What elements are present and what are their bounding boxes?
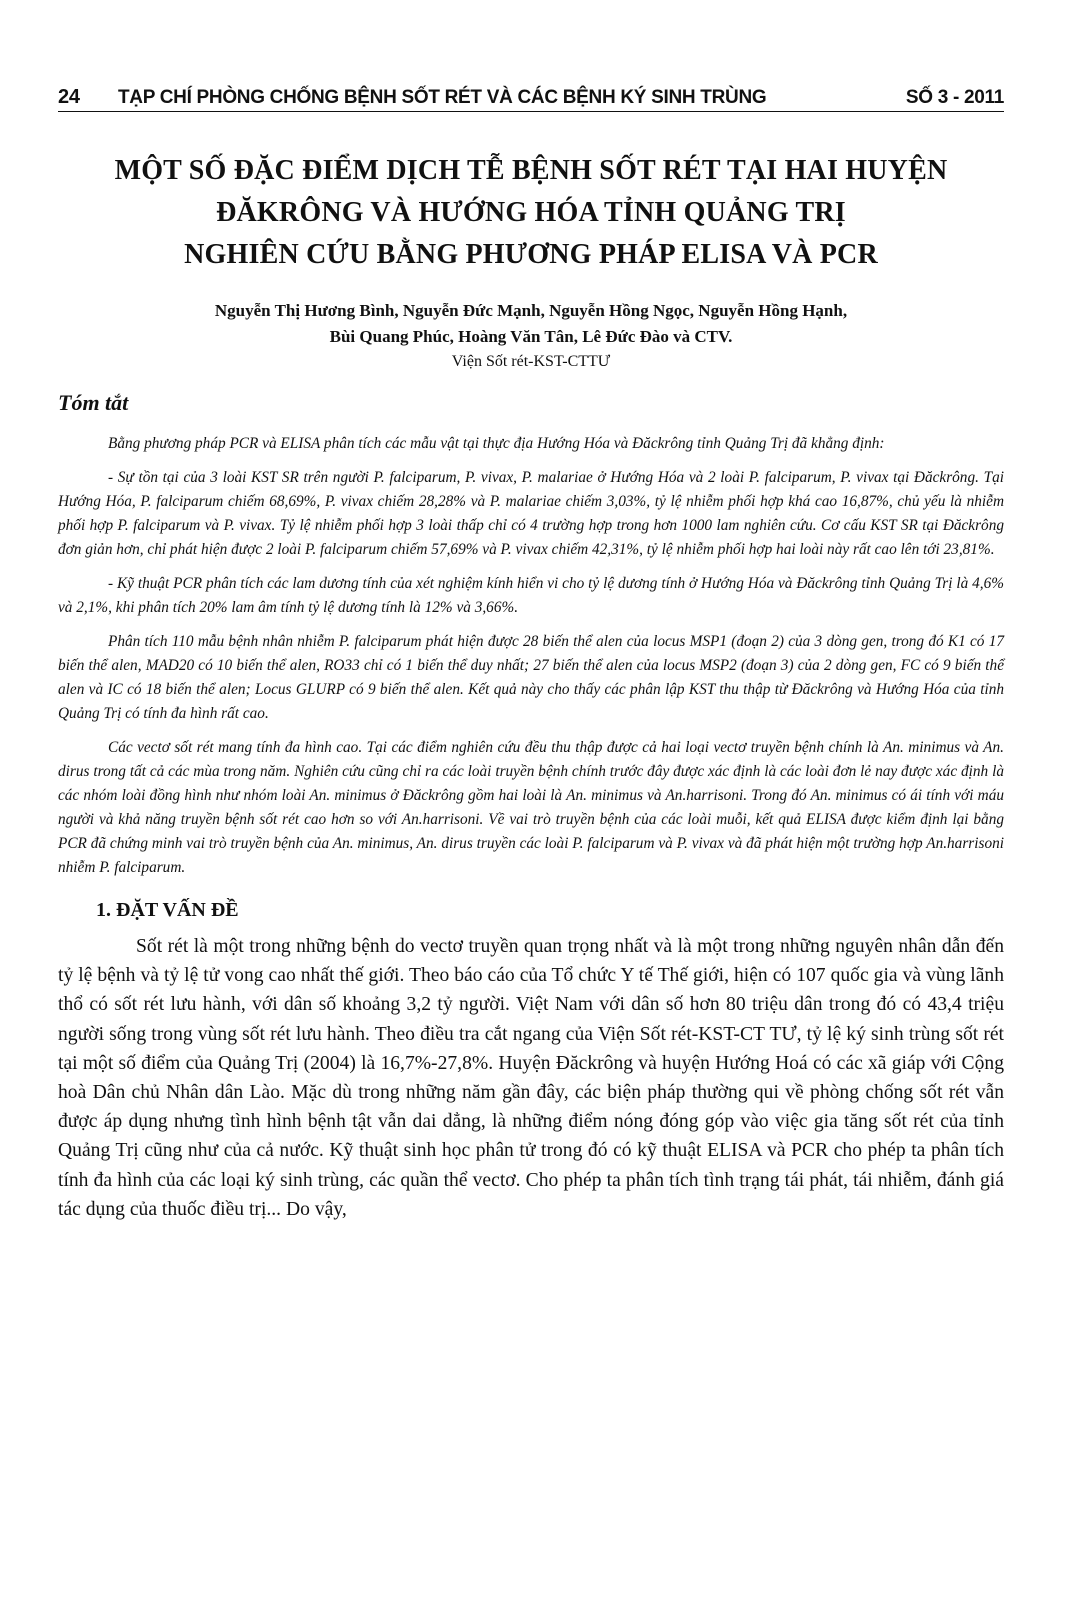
abstract-paragraph: Phân tích 110 mẫu bệnh nhân nhiễm P. falciparum phát hiện được 28 biến thể alen của locus MSP1 (đoạn 2) của 3 dòng gen, trong đó K1 có 17 biến thể alen, MAD20 có 10 biến thể alen, RO33 chỉ có 1 biến thể duy nhất; 27 biến thể alen của locus MSP2 (đoạn 3) của 2 dòng gen, FC có 9 biến thể alen và IC có 18 biến thể alen; Locus GLURP có 9 biến thể alen. Kết quả này cho thấy các phân lập KST thu thập từ Đăckrông và Hướng Hóa của tỉnh Quảng Trị có tính đa hình rất cao. [58, 633, 1004, 722]
page-number: 24 [58, 86, 80, 108]
article-title [58, 150, 1004, 276]
body-paragraph: Sốt rét là một trong những bệnh do vectơ truyền quan trọng nhất và là một trong những nguyên nhân dẫn đến tỷ lệ bệnh và tỷ lệ tử vong cao nhất thế giới. Theo báo cáo của Tổ chức Y tế Thế giới, hiện có 107 quốc gia và vùng lãnh thổ có sốt rét lưu hành, với dân số khoảng 3,2 tỷ người. Việt Nam với dân số hơn 80 triệu dân trong đó có 43,4 triệu người sống trong vùng sốt rét lưu hành. Theo điều tra cắt ngang của Viện Sốt rét-KST-CT TƯ, tỷ lệ ký sinh trùng sốt rét tại một số điểm của Quảng Trị (2004) là 16,7%-27,8%. Huyện Đăckrông và huyện Hướng Hoá có các xã giáp với Cộng hoà Dân chủ Nhân dân Lào. Mặc dù trong những năm gần đây, các biện pháp thường qui về phòng chống sốt rét vẫn được áp dụng nhưng tình hình bệnh tật vẫn dai dẳng, là những điểm nóng đóng góp vào việc gia tăng sốt rét của tỉnh Quảng Trị cũng như của cả nước. Kỹ thuật sinh học phân tử trong đó có kỹ thuật ELISA và PCR cho phép ta phân tích tính đa hình của các loại ký sinh trùng, các quần thể vectơ. Cho phép ta phân tích tình trạng tái phát, tái nhiễm, đánh giá tác dụng của thuốc điều trị... Do vậy, [58, 936, 1004, 1220]
authors-line: Nguyễn Thị Hương Bình, Nguyễn Đức Mạnh, Nguyễn Hồng Ngọc, Nguyễn Hồng Hạnh, [214, 301, 848, 320]
affiliation: Viện Sốt rét-KST-CTTƯ [451, 353, 611, 370]
author-list [58, 298, 1004, 350]
abstract-paragraph: - Kỹ thuật PCR phân tích các lam dương tính của xét nghiệm kính hiển vi cho tỷ lệ dương tính ở Hướng Hóa và Đăckrông tỉnh Quảng Trị là 4,6% và 2,1%, khi phân tích 20% lam âm tính tỷ lệ dương tính là 12% và 3,66%. [58, 575, 1004, 616]
abstract-heading: Tóm tắt [58, 390, 129, 415]
abstract-paragraph: Bằng phương pháp PCR và ELISA phân tích các mẫu vật tại thực địa Hướng Hóa và Đăckrông tỉnh Quảng Trị đã khẳng định: [108, 435, 885, 452]
title-line: ĐĂKRÔNG VÀ HƯỚNG HÓA TỈNH QUẢNG TRỊ [216, 197, 846, 228]
authors-line: Bùi Quang Phúc, Hoàng Văn Tân, Lê Đức Đào và CTV. [329, 327, 733, 346]
title-line: MỘT SỐ ĐẶC ĐIỂM DỊCH TỄ BỆNH SỐT RÉT TẠI HAI HUYỆN [114, 155, 948, 186]
issue-number: SỐ 3 - 2011 [905, 87, 1004, 108]
section-heading: 1. ĐẶT VẤN ĐỀ [96, 899, 239, 921]
abstract-paragraph: Các vectơ sốt rét mang tính đa hình cao. Tại các điểm nghiên cứu đều thu thập được cả hai loại vectơ truyền bệnh chính là An. minimus và An. dirus trong tất cả các mùa trong năm. Nghiên cứu cũng chỉ ra các loài truyền bệnh chính trước đây được xác định là các loài đơn lẻ nay được xác định là các nhóm loài đồng hình như nhóm loài An. minimus ở Đăckrông gồm hai loài là An. minimus và An.harrisoni. Trong đó An. minimus có ái tính với máu người và khả năng truyền bệnh sốt rét cao hơn so với An.harrisoni. Về vai trò truyền bệnh của các loài muỗi, kết quả ELISA được kiểm định lại bằng PCR đã chứng minh vai trò truyền bệnh của An. minimus, An. dirus truyền các loài P. falciparum và P. vivax và đã phát hiện một trường hợp An.harrisoni nhiễm P. falciparum. [58, 739, 1004, 876]
abstract-paragraph: - Sự tồn tại của 3 loài KST SR trên người P. falciparum, P. vivax, P. malariae ở Hướng Hóa và 2 loài P. falciparum, P. vivax tại Đăckrông. Tại Hướng Hóa, P. falciparum chiếm 68,69%, P. vivax chiếm 28,28% và P. malariae chiếm 3,03%, tỷ lệ nhiễm phối hợp khá cao 16,87%, chủ yếu là nhiễm phối hợp P. falciparum và P. vivax. Tỷ lệ nhiễm phối hợp 3 loài thấp chỉ có 4 trường hợp trong hơn 1000 lam nghiên cứu. Cơ cấu KST SR tại Đăckrông đơn giản hơn, chỉ phát hiện được 2 loài P. falciparum chiếm 57,69% và P. vivax chiếm 42,31%, tỷ lệ nhiễm phối hợp hai loài này rất cao lên tới 23,81%. [58, 469, 1004, 558]
journal-title: TẠP CHÍ PHÒNG CHỐNG BỆNH SỐT RÉT VÀ CÁC BỆNH KÝ SINH TRÙNG [118, 87, 767, 108]
title-line: NGHIÊN CỨU BẰNG PHƯƠNG PHÁP ELISA VÀ PCR [184, 239, 878, 270]
running-header [58, 86, 1004, 112]
journal-page [58, 86, 1004, 1224]
